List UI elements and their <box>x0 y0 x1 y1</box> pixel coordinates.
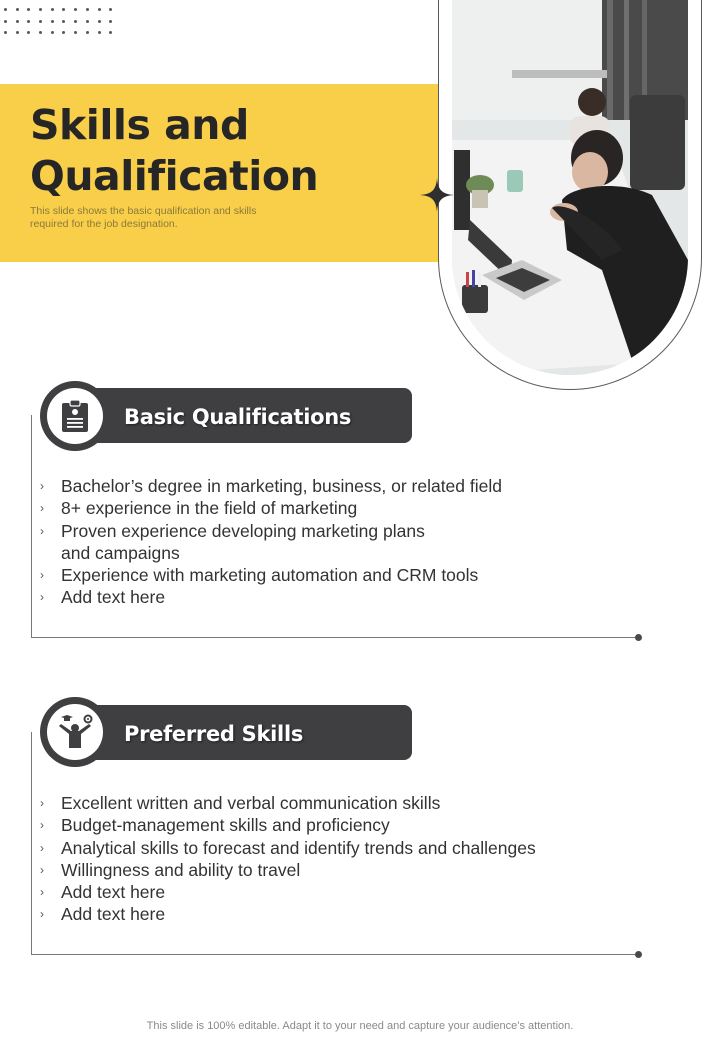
subtitle-line-2: required for the job designation. <box>30 218 178 230</box>
list-item: › Proven experience developing marketing plans and campaigns <box>40 520 425 563</box>
chevron-right-icon: › <box>40 862 44 877</box>
list-item: › 8+ experience in the field of marketing <box>40 498 358 519</box>
sparkle-star-icon <box>420 178 454 212</box>
preferred-skills-list <box>40 792 536 926</box>
subtitle-line-1: This slide shows the basic qualification and skills <box>30 205 257 217</box>
chevron-right-icon: › <box>40 818 44 833</box>
decorative-dot <box>16 20 19 23</box>
office-photo <box>452 0 688 375</box>
decorative-dot <box>62 31 65 34</box>
decorative-dot <box>51 20 54 23</box>
list-item: › Bachelor’s degree in marketing, business, or related field <box>40 476 502 496</box>
decorative-dot <box>109 31 112 34</box>
chevron-right-icon: › <box>40 885 44 900</box>
chevron-right-icon: › <box>40 523 44 538</box>
preferred-skills-badge <box>40 697 110 767</box>
decorative-dot <box>27 8 30 11</box>
frame-end-dot <box>635 951 642 958</box>
decorative-dot <box>86 20 89 23</box>
list-item: › Willingness and ability to travel <box>40 859 301 880</box>
chevron-right-icon: › <box>40 568 44 583</box>
chevron-right-icon: › <box>40 590 44 605</box>
decorative-dot <box>109 8 112 11</box>
list-item: › Budget-management skills and proficiency <box>40 815 390 836</box>
title-line-1: Skills and <box>30 101 249 149</box>
basic-qualifications-heading: Basic Qualifications <box>124 405 352 429</box>
decorative-dot <box>51 31 54 34</box>
person-skills-icon <box>55 714 95 750</box>
decorative-dot <box>16 8 19 11</box>
chevron-right-icon: › <box>40 501 44 516</box>
frame-end-dot <box>635 634 642 641</box>
decorative-dot <box>4 31 7 34</box>
decorative-dot <box>27 20 30 23</box>
decorative-dot <box>74 31 77 34</box>
decorative-dot <box>109 20 112 23</box>
decorative-dot-grid <box>4 8 120 42</box>
decorative-dot <box>98 20 101 23</box>
list-item: › Excellent written and verbal communication skills <box>40 793 441 813</box>
list-item: › Experience with marketing automation and CRM tools <box>40 565 479 586</box>
decorative-dot <box>39 31 42 34</box>
list-item: › Add text here <box>40 587 166 608</box>
decorative-dot <box>27 31 30 34</box>
decorative-dot <box>39 8 42 11</box>
decorative-dot <box>98 31 101 34</box>
decorative-dot <box>86 31 89 34</box>
clipboard-icon <box>60 399 90 433</box>
chevron-right-icon: › <box>40 796 44 810</box>
title-line-2: Qualification <box>30 152 319 200</box>
list-item: › Add text here <box>40 904 166 925</box>
chevron-right-icon: › <box>40 840 44 855</box>
list-item: › Analytical skills to forecast and identify trends and challenges <box>40 837 536 858</box>
decorative-dot <box>74 8 77 11</box>
basic-qualifications-list <box>40 475 502 609</box>
decorative-dot <box>74 20 77 23</box>
chevron-right-icon: › <box>40 907 44 922</box>
chevron-right-icon: › <box>40 479 44 493</box>
decorative-dot <box>62 8 65 11</box>
page-subtitle <box>30 205 320 231</box>
decorative-dot <box>62 20 65 23</box>
preferred-skills-heading: Preferred Skills <box>124 722 304 746</box>
decorative-dot <box>51 8 54 11</box>
page-title <box>30 100 410 202</box>
decorative-dot <box>4 8 7 11</box>
decorative-dot <box>16 31 19 34</box>
decorative-dot <box>39 20 42 23</box>
decorative-dot <box>86 8 89 11</box>
basic-qualifications-badge <box>40 381 110 451</box>
footer-note: This slide is 100% editable. Adapt it to your need and capture your audience’s attention. <box>146 1020 574 1032</box>
list-item: › Add text here <box>40 882 166 903</box>
decorative-dot <box>98 8 101 11</box>
office-photo-illustration <box>452 0 688 375</box>
decorative-dot <box>4 20 7 23</box>
